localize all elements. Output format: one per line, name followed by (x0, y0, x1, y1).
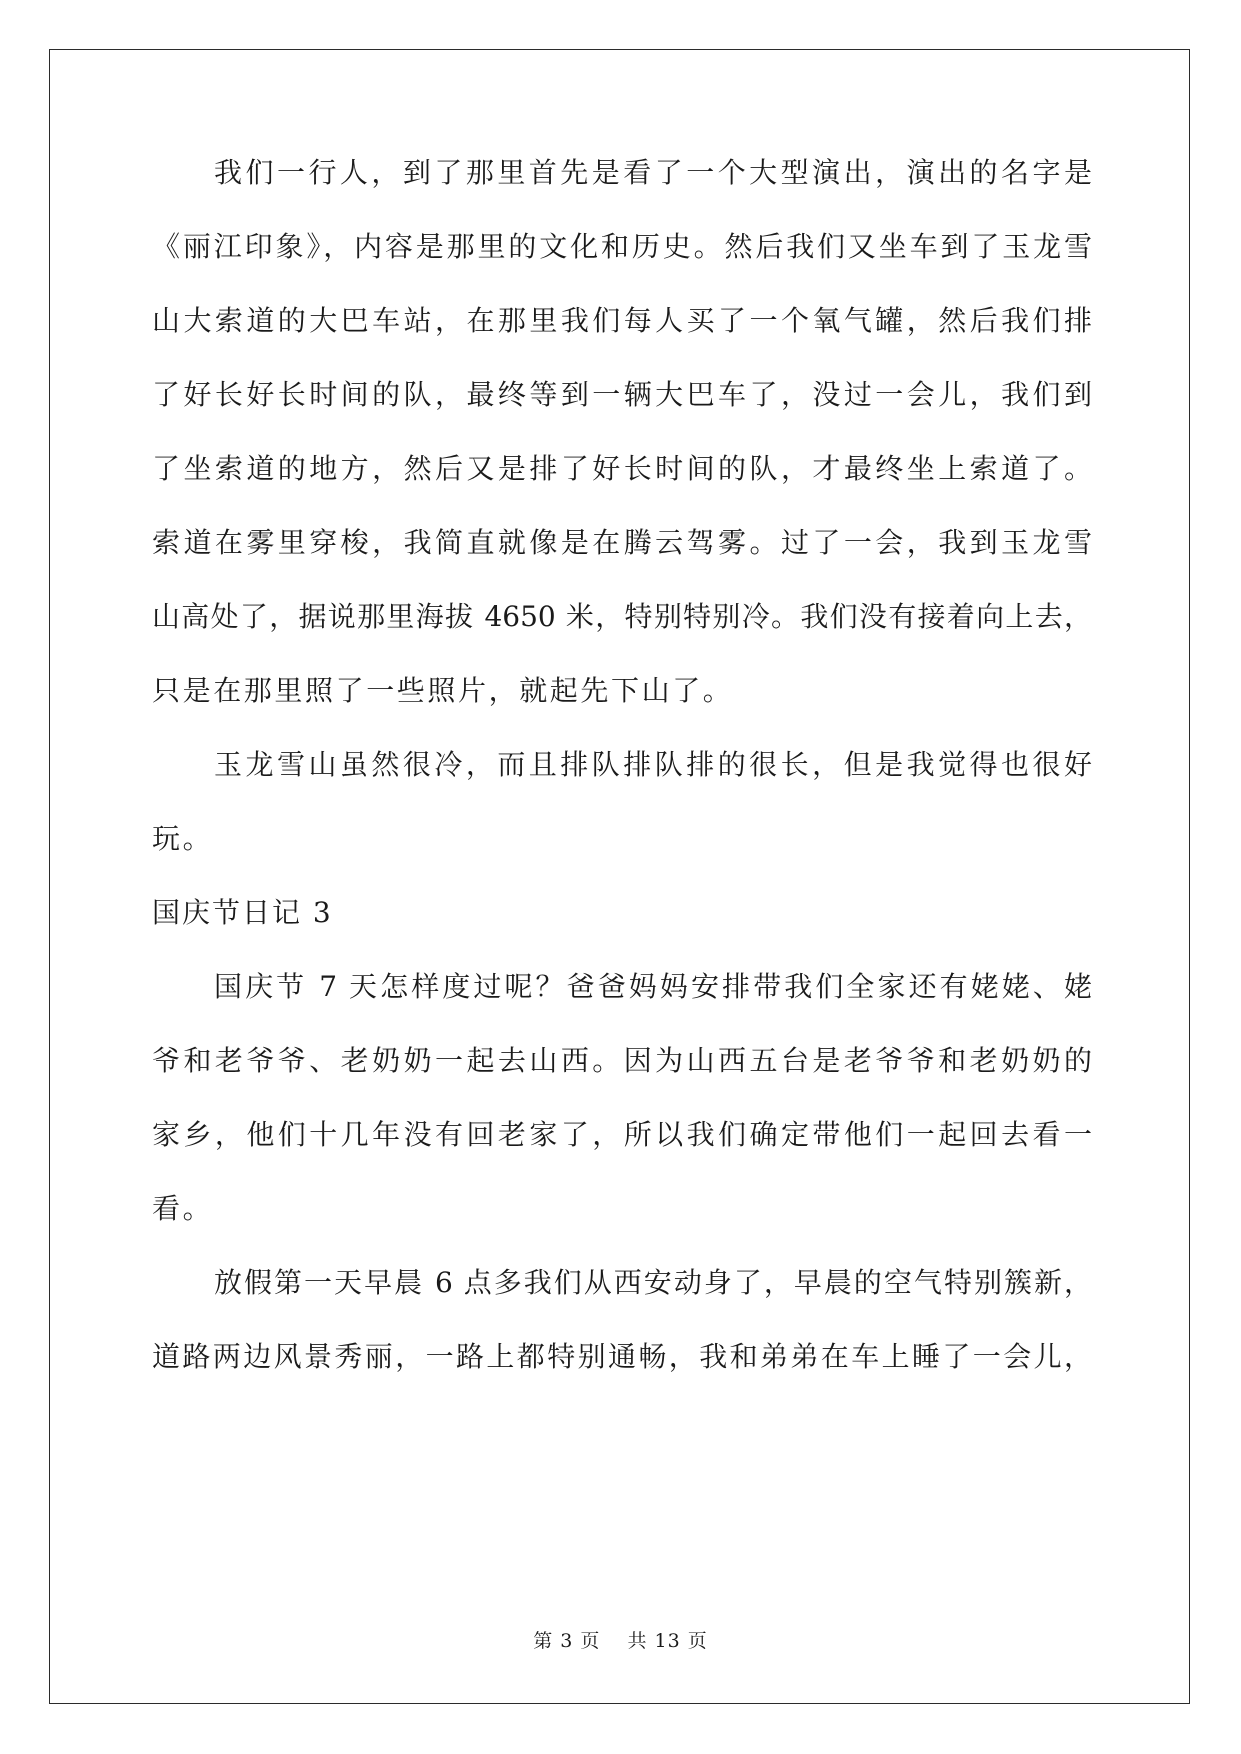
page-border (49, 49, 1190, 1704)
text-line: 山高处了，据说那里海拔 4650 米，特别特别冷。我们没有接着向上去， (152, 600, 1092, 633)
text-line: 只是在那里照了一些照片，就起先下山了。 (152, 674, 734, 707)
text-line: 玩。 (152, 822, 214, 855)
text-line: 道路两边风景秀丽，一路上都特别通畅，我和弟弟在车上睡了一会儿， (152, 1340, 1092, 1373)
text-line: 看。 (152, 1192, 214, 1225)
text-line: 山大索道的大巴车站，在那里我们每人买了一个氧气罐，然后我们排 (152, 304, 1092, 337)
page-number-footer: 第 3 页 共 13 页 (533, 1630, 708, 1652)
text-line: 索道在雾里穿梭，我简直就像是在腾云驾雾。过了一会，我到玉龙雪 (152, 526, 1092, 559)
text-line: 玉龙雪山虽然很冷，而且排队排队排的很长，但是我觉得也很好 (214, 748, 1092, 781)
text-line: 爷和老爷爷、老奶奶一起去山西。因为山西五台是老爷爷和老奶奶的 (152, 1044, 1092, 1077)
section-heading: 国庆节日记 3 (152, 896, 333, 929)
text-line: 了好长好长时间的队，最终等到一辆大巴车了，没过一会儿，我们到 (152, 378, 1092, 411)
text-line: 我们一行人，到了那里首先是看了一个大型演出，演出的名字是 (214, 156, 1092, 189)
text-line: 了坐索道的地方，然后又是排了好长时间的队，才最终坐上索道了。 (152, 452, 1092, 485)
text-line: 《丽江印象》，内容是那里的文化和历史。然后我们又坐车到了玉龙雪 (152, 230, 1092, 263)
text-line: 放假第一天早晨 6 点多我们从西安动身了，早晨的空气特别簇新， (214, 1266, 1092, 1299)
text-line: 国庆节 7 天怎样度过呢？爸爸妈妈安排带我们全家还有姥姥、姥 (214, 970, 1092, 1003)
text-line: 家乡，他们十几年没有回老家了，所以我们确定带他们一起回去看一 (152, 1118, 1092, 1151)
